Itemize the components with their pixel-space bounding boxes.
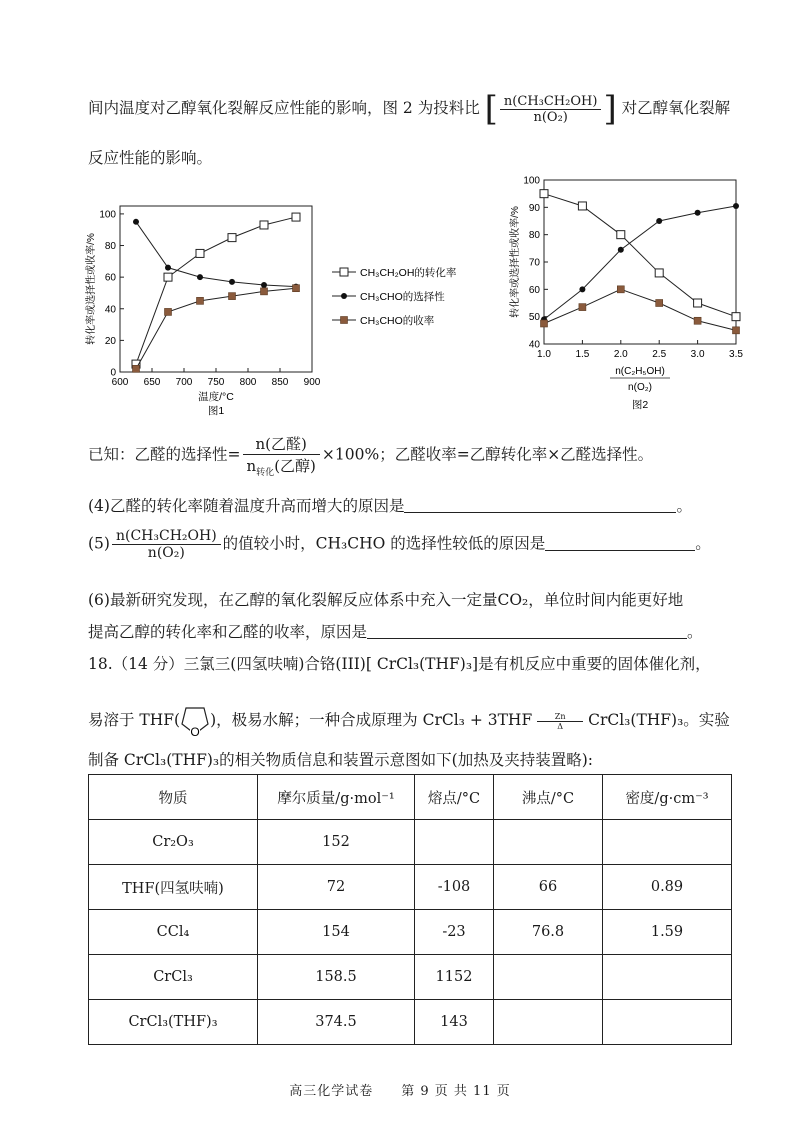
legend-marker: [340, 268, 348, 276]
x-tick-label: 600: [111, 377, 129, 388]
x-tick-label: 800: [239, 377, 257, 388]
synthesis-equation-right: CrCl₃(THF)₃。实验: [588, 711, 730, 729]
question-18-line-1: 18.（14 分）三氯三(四氢呋喃)合铬(III)[ CrCl₃(THF)₃]是有机反应中重要的固体催化剂，: [88, 655, 711, 673]
data-point: [732, 313, 740, 321]
data-point: [694, 317, 701, 324]
y-tick-label: 80: [528, 230, 540, 242]
series-line: [544, 194, 736, 317]
intro-line-2: 反应性能的影响。: [88, 149, 213, 167]
intro-line-1: 间内温度对乙醇氧化裂解反应性能的影响，图 2 为投料比 [ $\frac{\text{n(CH₃CH₂OH)}}{\text{n(O₂)}}$ ] 对乙醇氧化裂解: [88, 89, 731, 129]
y-tick-label: 0: [110, 367, 116, 379]
data-point: [165, 308, 172, 315]
data-point: [579, 304, 586, 311]
data-point: [293, 285, 300, 292]
x-tick-label: 700: [175, 377, 193, 388]
plot-frame: [544, 180, 736, 344]
y-tick-label: 100: [99, 209, 116, 221]
figure-1-caption: 图1: [207, 405, 225, 417]
data-point: [292, 213, 300, 221]
y-tick-label: 60: [528, 284, 540, 296]
answer-blank-6[interactable]: [367, 624, 687, 639]
table-row: Cr₂O₃ 152: [89, 820, 732, 865]
data-point: [655, 269, 663, 277]
legend-label: CH₃CH₂OH的转化率: [360, 267, 457, 279]
legend-label: CH₃CHO的收率: [360, 315, 435, 327]
data-point: [617, 231, 625, 239]
y-tick-label: 20: [104, 335, 116, 347]
x-axis-label-denominator: n(O₂): [628, 382, 652, 393]
table-row: CrCl₃(THF)₃ 374.5 143: [89, 1000, 732, 1045]
data-point: [197, 297, 204, 304]
q5-ratio-fraction: $\frac{\text{n(CH₃CH₂OH)}}{\text{n(O₂)}}$: [112, 528, 221, 561]
data-point: [164, 273, 172, 281]
header-boiling-point: 沸点/°C: [494, 775, 603, 820]
data-point: [165, 265, 171, 271]
page-footer: 高三化学试卷 第 9 页 共 11 页: [289, 1084, 511, 1099]
data-point: [197, 274, 203, 280]
svg-text:O: O: [190, 725, 200, 738]
x-tick-label: 3.5: [729, 349, 743, 360]
x-tick-label: 2.0: [613, 349, 628, 360]
data-point: [578, 202, 586, 210]
y-tick-label: 100: [523, 175, 540, 187]
answer-blank-5[interactable]: [545, 536, 695, 551]
y-tick-label: 50: [528, 312, 540, 324]
header-melting-point: 熔点/°C: [415, 775, 494, 820]
question-18-line-2: 易溶于 THF( O )，极易水解；一种合成原理为 CrCl₃ + 3THF $\frac{Zn}{\Delta}$ CrCl₃(THF)₃。实验: [88, 704, 730, 738]
data-point: [229, 293, 236, 300]
series-line: [136, 222, 296, 287]
legend-marker: [341, 293, 347, 299]
y-axis-label: 转化率或选择性或收率/%: [86, 233, 97, 345]
data-point: [579, 286, 585, 292]
x-axis-label: 温度/°C: [198, 391, 234, 403]
question-4: (4)乙醛的转化率随着温度升高而增大的原因是 。: [88, 497, 692, 515]
figure-1-chart: [84, 198, 494, 420]
data-point: [133, 219, 139, 225]
figure-2-chart: [504, 172, 744, 422]
y-tick-label: 80: [104, 241, 116, 253]
series-line: [544, 206, 736, 319]
y-axis-label: 转化率或选择性或收率/%: [510, 206, 521, 318]
x-tick-label: 1.0: [537, 349, 551, 360]
data-point: [694, 299, 702, 307]
data-point: [541, 320, 548, 327]
y-tick-label: 90: [528, 202, 540, 214]
table-row: CrCl₃ 158.5 1152: [89, 955, 732, 1000]
intro-text-b: 对乙醇氧化裂解: [621, 99, 731, 117]
data-point: [733, 203, 739, 209]
thf-ring-structure: [180, 704, 210, 738]
y-tick-label: 40: [528, 339, 540, 351]
selectivity-fraction: $\frac{\text{n(乙醛)}}{n_{转化}(乙醇)}$: [243, 433, 320, 478]
data-point: [656, 300, 663, 307]
legend-label: CH₃CHO的选择性: [360, 291, 445, 303]
data-point: [695, 210, 701, 216]
x-axis-label-numerator: n(C₂H₅OH): [615, 366, 665, 377]
x-tick-label: 650: [143, 377, 161, 388]
data-point: [261, 282, 267, 288]
data-point: [540, 190, 548, 198]
reaction-arrow: $\frac{Zn}{\Delta}$: [537, 712, 583, 731]
x-tick-label: 750: [207, 377, 225, 388]
x-tick-label: 850: [271, 377, 289, 388]
data-point: [617, 286, 624, 293]
figure-2-caption: 图2: [631, 399, 649, 411]
x-tick-label: 1.5: [575, 349, 590, 360]
y-tick-label: 60: [104, 272, 116, 284]
data-point: [228, 234, 236, 242]
synthesis-equation-left: CrCl₃ + 3THF: [422, 711, 533, 729]
header-substance: 物质: [89, 775, 258, 820]
series-line: [544, 289, 736, 330]
question-18-line-3: 制备 CrCl₃(THF)₃的相关物质信息和装置示意图如下(加热及夹持装置略):: [88, 751, 593, 769]
header-molar-mass: 摩尔质量/g·mol⁻¹: [258, 775, 415, 820]
y-tick-label: 70: [528, 257, 540, 269]
data-point: [196, 249, 204, 257]
y-tick-label: 40: [104, 304, 116, 316]
x-tick-label: 2.5: [652, 349, 667, 360]
substance-properties-table: [88, 774, 732, 1045]
answer-blank-4[interactable]: [404, 498, 676, 513]
data-point: [229, 279, 235, 285]
question-6-line-2: 提高乙醇的转化率和乙醛的收率，原因是 。: [88, 623, 703, 641]
x-tick-label: 3.0: [690, 349, 705, 360]
table-header-row: [89, 775, 732, 820]
feed-ratio-fraction: $\frac{\text{n(CH₃CH₂OH)}}{\text{n(O₂)}}$: [500, 94, 602, 125]
data-point: [260, 221, 268, 229]
header-density: 密度/g·cm⁻³: [603, 775, 732, 820]
legend-marker: [341, 317, 348, 324]
question-5: (5) $\frac{\text{n(CH₃CH₂OH)}}{\text{n(O₂)}}$ 的值较小时，CH₃CHO 的选择性较低的原因是 。: [88, 528, 711, 561]
table-row: CCl₄ 154 -23 76.8 1.59: [89, 910, 732, 955]
intro-text-a: 间内温度对乙醇氧化裂解反应性能的影响，图 2 为投料比: [88, 99, 480, 117]
known-line: 已知：乙醛的选择性= $\frac{\text{n(乙醛)}}{n_{转化}(乙醇)}$ ×100%；乙醛收率=乙醇转化率×乙醛选择性。: [88, 435, 654, 478]
data-point: [261, 288, 268, 295]
data-point: [618, 247, 624, 253]
x-tick-label: 900: [303, 377, 321, 388]
data-point: [733, 327, 740, 334]
data-point: [133, 365, 140, 372]
table-row: THF(四氢呋喃) 72 -108 66 0.89: [89, 865, 732, 910]
data-point: [656, 218, 662, 224]
question-6-line-1: (6)最新研究发现，在乙醇的氧化裂解反应体系中充入一定量CO₂，单位时间内能更好地: [88, 591, 684, 609]
